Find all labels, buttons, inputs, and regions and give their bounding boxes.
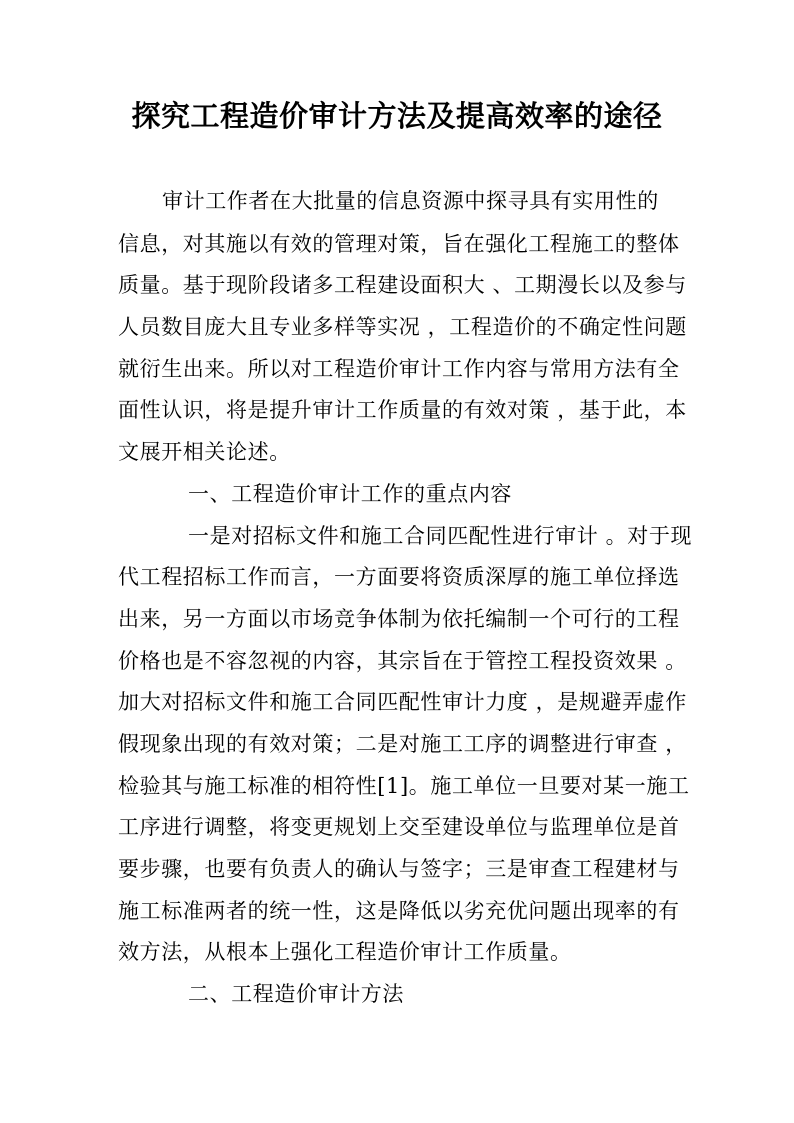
paragraph-line: 检验其与施工标准的相符性[1]。施工单位一旦要对某一施工 [118,774,690,798]
paragraph-line: 信息，对其施以有效的管理对策，旨在强化工程施工的整体 [118,232,680,256]
paragraph-line: 面性认识，将是提升审计工作质量的有效对策 ，基于此，本 [118,398,687,422]
paragraph-line: 假现象出现的有效对策；二是对施工工序的调整进行审查 ， [118,732,687,756]
paragraph-line: 文展开相关论述。 [118,440,291,464]
paragraph-line: 要步骤，也要有负责人的确认与签字；三是审查工程建材与 [118,857,680,881]
document-title: 探究工程造价审计方法及提高效率的途径 [131,99,663,133]
paragraph-line: 就衍生出来。所以对工程造价审计工作内容与常用方法有全 [118,357,680,381]
paragraph-line: 加大对招标文件和施工合同匹配性审计力度 ，是规避弄虚作 [118,690,687,714]
paragraph-line: 效方法，从根本上强化工程造价审计工作质量。 [118,940,572,964]
section-heading: 一、工程造价审计工作的重点内容 [188,482,512,506]
paragraph-line: 人员数目庞大且专业多样等实况 ，工程造价的不确定性问题 [118,315,687,339]
paragraph-line: 审计工作者在大批量的信息资源中探寻具有实用性的 [162,189,659,213]
section-heading: 二、工程造价审计方法 [188,982,404,1006]
paragraph-line: 价格也是不容忽视的内容，其宗旨在于管控工程投资效果 。 [118,649,687,673]
paragraph-line: 一是对招标文件和施工合同匹配性进行审计 。对于现 [188,524,693,548]
paragraph-line: 质量。基于现阶段诸多工程建设面积大 、工期漫长以及参与 [118,273,687,297]
paragraph-line: 施工标准两者的统一性，这是降低以劣充优问题出现率的有 [118,899,680,923]
paragraph-line: 工序进行调整，将变更规划上交至建设单位与监理单位是首 [118,815,680,839]
paragraph-line: 出来，另一方面以市场竞争体制为依托编制一个可行的工程 [118,607,680,631]
paragraph-line: 代工程招标工作而言，一方面要将资质深厚的施工单位择选 [118,565,680,589]
